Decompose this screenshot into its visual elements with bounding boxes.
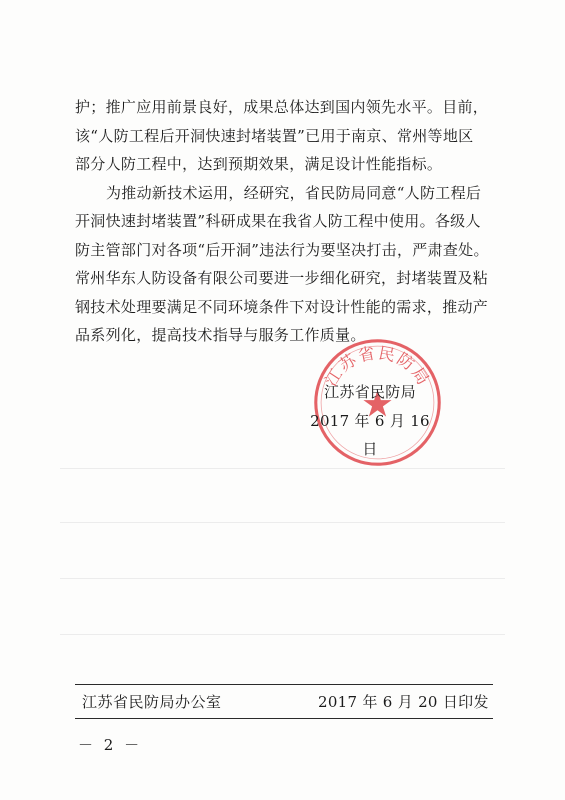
body-line: 开洞快速封堵装置”科研成果在我省人防工程中使用。各级人: [75, 212, 481, 230]
document-body: [75, 93, 495, 350]
signature-block: [300, 378, 440, 464]
body-line: 为推动新技术运用，经研究，省民防局同意“人防工程后: [106, 183, 482, 202]
page-number: － 2 －: [78, 736, 143, 754]
body-line: 钢技术处理要满足不同环境条件下对设计性能的需求，推动产: [75, 297, 489, 316]
svg-text:江苏省民防局: 江苏省民防局: [321, 343, 434, 390]
footer-rule-bottom: [75, 718, 493, 719]
paper-texture: [60, 522, 505, 523]
body-line: 品系列化，提高技术指导与服务工作质量。: [75, 326, 366, 344]
body-line: 常州华东人防设备有限公司要进一步细化研究，封堵装置及粘: [75, 269, 489, 287]
paper-texture: [60, 634, 505, 635]
body-line: 部分人防工程中，达到预期效果，满足设计性能指标。: [75, 155, 443, 173]
signature-date: 2017 年 6 月 16 日: [310, 411, 430, 458]
footer-print-date: 2017 年 6 月 20 日印发: [318, 693, 489, 711]
signature-organization: 江苏省民防局: [324, 383, 416, 401]
footer-office: 江苏省民防局办公室: [82, 693, 222, 711]
body-line: 护；推广应用前景良好，成果总体达到国内领先水平。目前，: [75, 98, 489, 116]
paper-texture: [60, 578, 505, 579]
footer-rule-top: [75, 684, 493, 685]
body-line: 该“人防工程后开洞快速封堵装置”已用于南京、常州等地区: [75, 126, 474, 145]
body-line: 防主管部门对各项“后开洞”违法行为要坚决打击，严肃查处。: [75, 240, 489, 259]
